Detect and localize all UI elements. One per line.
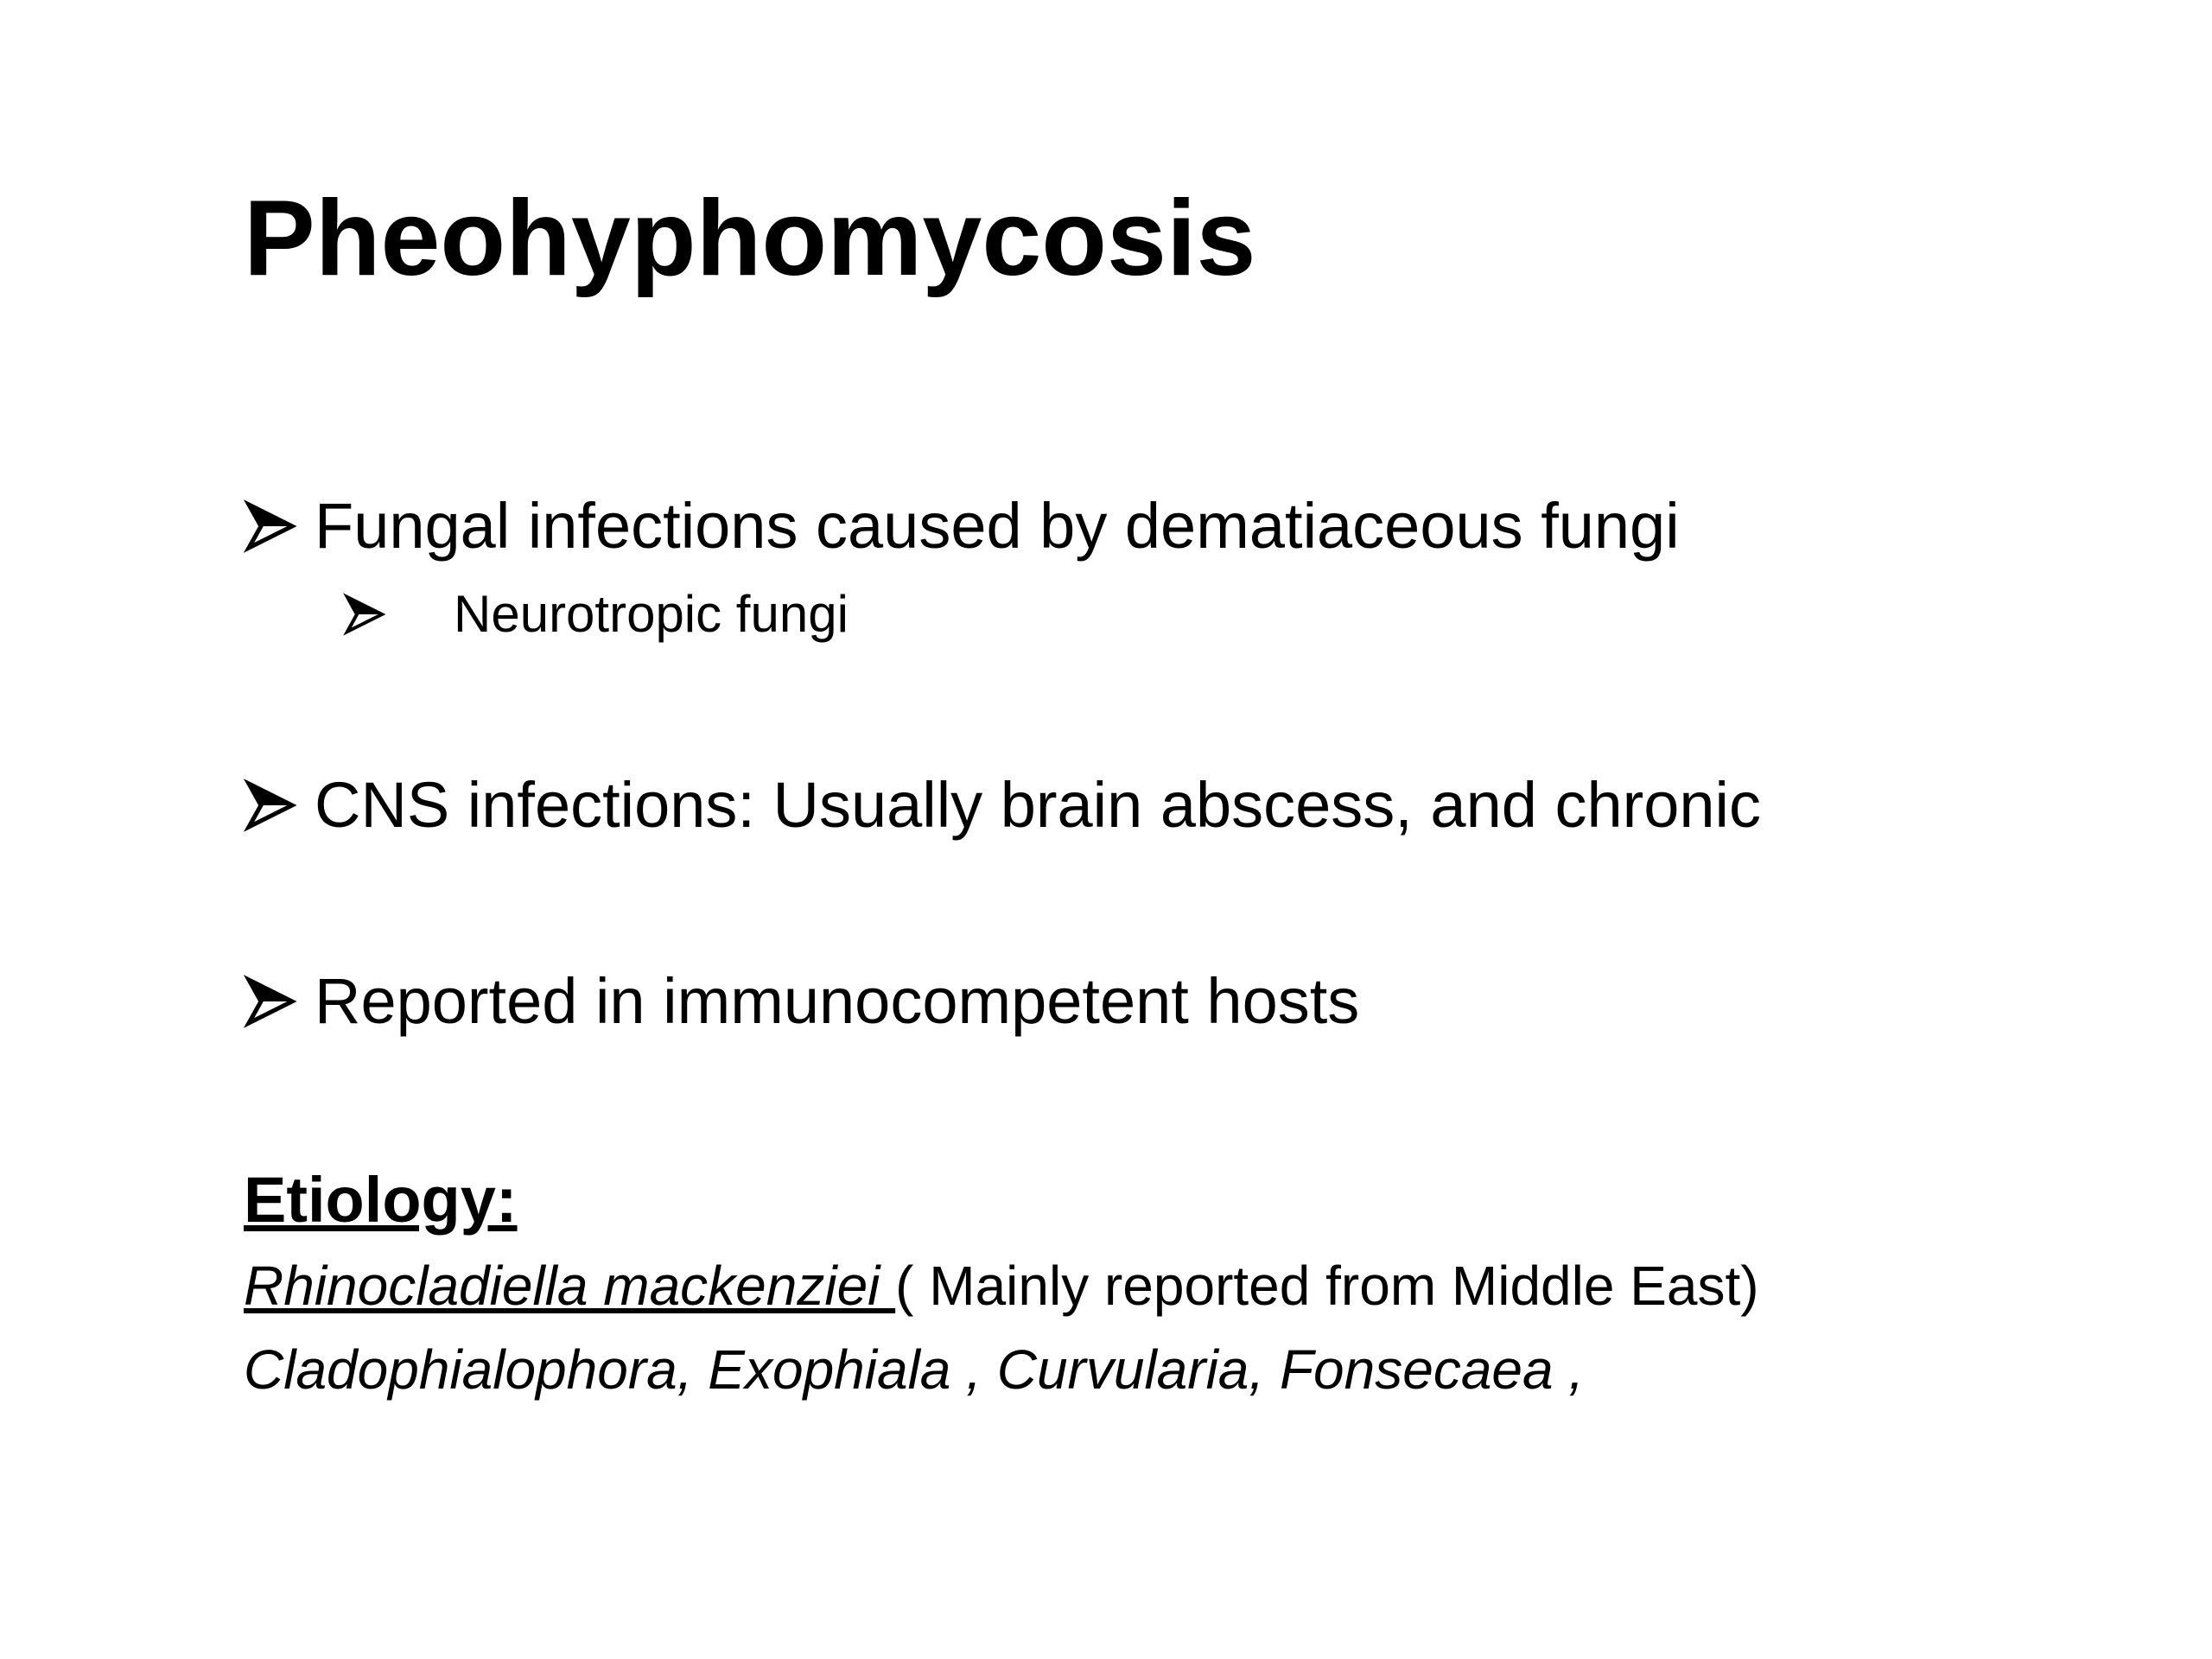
bullet-1 bbox=[244, 488, 1680, 565]
primary-organism: Rhinocladiella mackenziei bbox=[244, 1255, 896, 1317]
bullet-1-text: Fungal infections caused by dematiaceous fungi bbox=[315, 490, 1680, 562]
sub-bullet-1-text: Neurotropic fungi bbox=[454, 585, 849, 643]
etiology-line-1 bbox=[244, 1253, 1759, 1319]
arrow-bullet-icon bbox=[244, 975, 297, 1028]
bullet-2-text: CNS infections: Usually brain abscess, and chronic bbox=[315, 769, 1761, 841]
etiology-line-2: Cladophialophora, Exophiala , Curvularia, Fonsecaea , bbox=[244, 1338, 1585, 1401]
slide-title: Pheohyphomycosis bbox=[244, 179, 1256, 298]
arrow-bullet-icon bbox=[343, 593, 386, 636]
bullet-3-text: Reported in immunocompetent hosts bbox=[315, 965, 1360, 1037]
etiology-heading: Etiology: bbox=[244, 1164, 518, 1236]
primary-organism-note: ( Mainly reported from Middle East) bbox=[895, 1255, 1759, 1317]
arrow-bullet-icon bbox=[244, 779, 297, 832]
sub-bullet-1 bbox=[343, 583, 849, 645]
bullet-2 bbox=[244, 767, 1761, 844]
arrow-bullet-icon bbox=[244, 499, 297, 553]
bullet-3 bbox=[244, 963, 1359, 1040]
